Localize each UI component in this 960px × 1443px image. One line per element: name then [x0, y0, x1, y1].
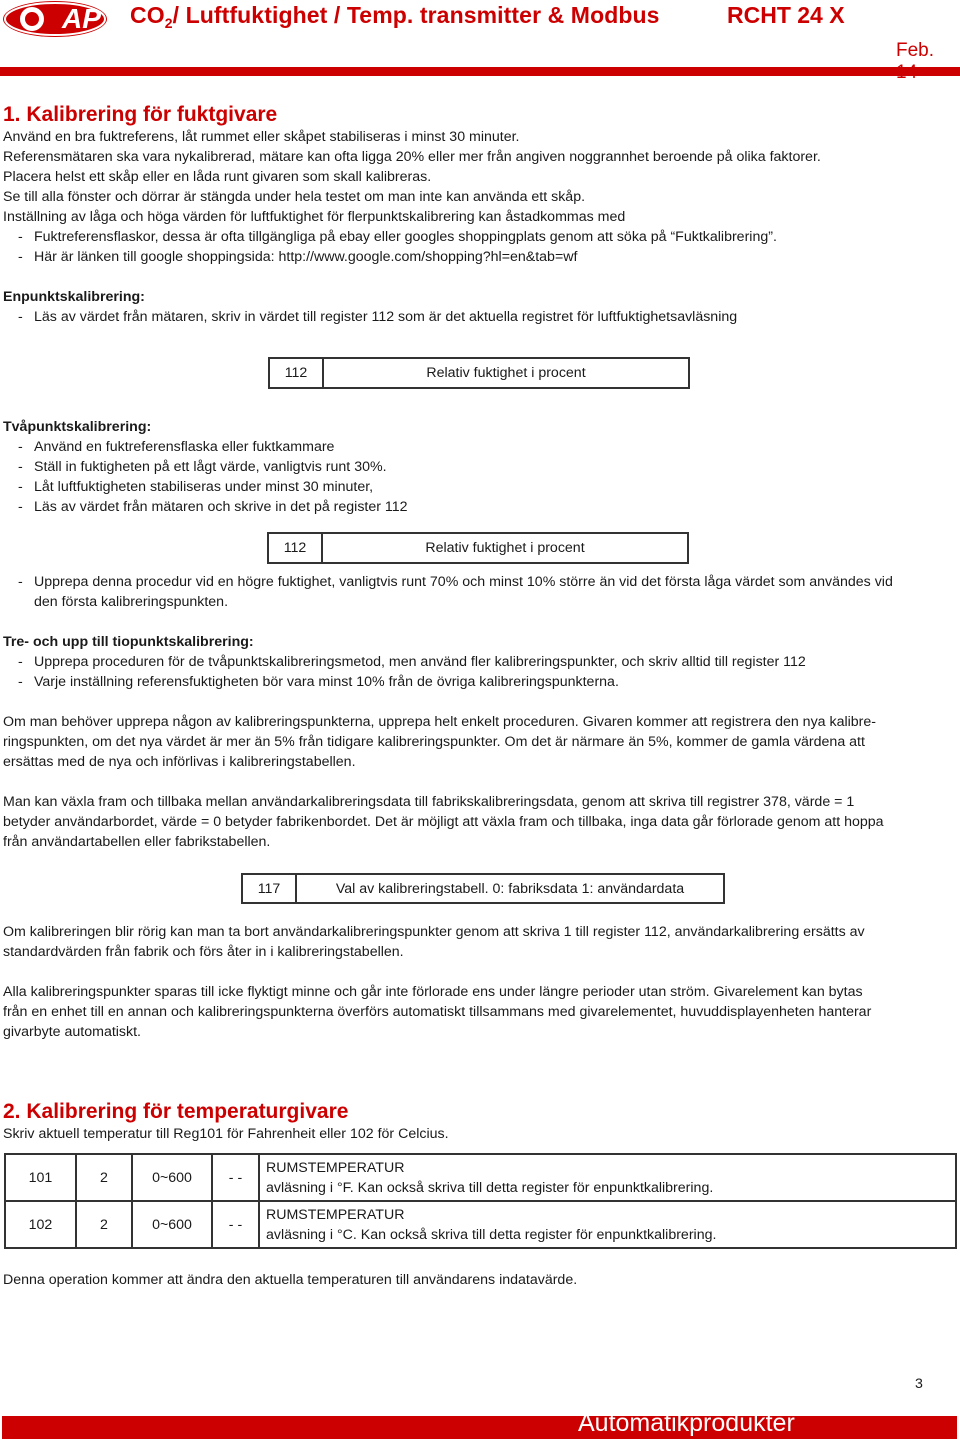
list-item: - Låt luftfuktigheten stabiliseras under minst 30 minuter, — [18, 479, 374, 495]
register-112-box — [267, 532, 689, 564]
multi-point-heading: Tre- och upp till tiopunktskalibrering: — [3, 634, 254, 650]
length-cell: 2 — [76, 1201, 132, 1248]
register-cell: 101 — [5, 1154, 76, 1201]
section2-note: Denna operation kommer att ändra den aktuella temperaturen till användarens indatavärde. — [3, 1272, 578, 1288]
description-cell — [259, 1154, 956, 1201]
table-row — [5, 1154, 956, 1201]
list-item: - Använd en fuktreferensflaska eller fuktkammare — [18, 439, 335, 455]
range-cell: 0~600 — [132, 1201, 212, 1248]
section1-heading: 1. Kalibrering för fuktgivare — [3, 103, 278, 126]
list-item: - Läs av värdet från mätaren och skrive in det på register 112 — [18, 499, 408, 515]
storage-paragraph-line: från en enhet till en annan och kalibreringspunkterna överförs automatiskt tillsammans med givarelementet, huvuddisplayenheten hanterar — [3, 1004, 872, 1020]
repeat-paragraph-line: Om man behöver upprepa någon av kalibreringspunkterna, upprepa helt enkelt proceduren. Givaren kommer att registrera den nya kalibre- — [3, 714, 877, 730]
single-point-heading: Enpunktskalibrering: — [3, 289, 145, 305]
list-item: - Upprepa denna procedur vid en högre fuktighet, vanligtvis runt 70% och minst 10% större än vid det första låga värdet som användes vid den första kalibreringspunkten. — [18, 574, 893, 610]
bullet-dash: - — [18, 479, 23, 495]
intro-line-1: Använd en bra fuktreferens, låt rummet eller skåpet stabiliseras i minst 30 minuter. — [3, 129, 520, 145]
footer-brand: Automatikprodukter — [578, 1409, 795, 1437]
switch-paragraph-line: betyder användarbordet, värde = 0 betyder fabrikenbordet. Det är möjligt att växla fram och tillbaka, inga data går förlorade genom att hoppa — [3, 814, 884, 830]
logo-text: AP — [62, 3, 101, 34]
switch-paragraph-line: Man kan växla fram och tillbaka mellan användarkalibreringsdata till fabrikskalibreringsdata, genom att skriva till registrer 378, värde = 1 — [3, 794, 855, 810]
footer-bar — [2, 1416, 957, 1439]
switch-paragraph-line: från användartabellen eller fabrikstabellen. — [3, 834, 271, 850]
register-number: 112 — [270, 359, 324, 387]
shopping-link[interactable]: Här är länken till google shoppingsida: http://www.google.com/shopping?hl=en&tab=wf — [34, 249, 578, 265]
bullet-dash: - — [18, 309, 23, 325]
page-number: 3 — [915, 1376, 923, 1392]
register-117-box — [241, 873, 725, 904]
register-description: Relativ fuktighet i procent — [425, 540, 585, 556]
access-cell: - - — [212, 1201, 259, 1248]
section2-heading: 2. Kalibrering för temperaturgivare — [3, 1100, 349, 1123]
register-cell: 102 — [5, 1201, 76, 1248]
register-description: Val av kalibreringstabell. 0: fabriksdata 1: användardata — [335, 880, 685, 897]
intro-line-5: Inställning av låga och höga värden för luftfuktighet för flerpunktskalibrering kan åstadkommas med — [3, 209, 626, 225]
reset-paragraph-line: Om kalibreringen blir rörig kan man ta bort användarkalibreringspunkter genom att skriva 1 till register 112, användarkalibrering ersätts av — [3, 924, 865, 940]
range-cell: 0~600 — [132, 1154, 212, 1201]
list-item: - Upprepa proceduren för de tvåpunktskalibreringsmetod, men använd fler kalibreringspunkter, och skriv alltid till register 112 — [18, 654, 806, 670]
bullet-dash: - — [18, 654, 23, 670]
description-title: RUMSTEMPERATUR — [266, 1159, 405, 1176]
list-item — [0, 247, 960, 267]
temperature-register-table — [4, 1153, 957, 1249]
document-title: $CO_2/$ Luftfuktighet / Temp. transmitter & Modbus — [130, 2, 660, 31]
company-logo — [2, 0, 109, 38]
bullet-dash: - — [18, 249, 23, 265]
register-description: Relativ fuktighet i procent — [426, 365, 586, 381]
description-title: RUMSTEMPERATUR — [266, 1206, 405, 1223]
list-item: - Fuktreferensflaskor, dessa är ofta tillgängliga på ebay eller googles shoppingplats genom att söka på “Fuktkalibrering”. — [18, 229, 777, 245]
storage-paragraph-line: Alla kalibreringspunkter sparas till icke flyktigt minne och går inte förlorade ens under längre perioder utan ström. Givarelement kan bytas — [3, 984, 863, 1000]
model-name: RCHT 24 X — [727, 2, 845, 28]
description-cell — [259, 1201, 956, 1248]
two-point-heading: Tvåpunktskalibrering: — [3, 419, 152, 435]
intro-line-2: Referensmätaren ska vara nykalibrerad, mätare kan ofta ligga 20% eller mer från angiven noggrannhet beroende på olika faktorer. — [3, 149, 821, 165]
header-divider — [0, 67, 960, 75]
section2-intro: Skriv aktuell temperatur till Reg101 för Fahrenheit eller 102 för Celcius. — [3, 1126, 449, 1142]
description-text: avläsning i °F. Kan också skriva till detta register för enpunktkalibrering. — [266, 1179, 714, 1196]
bullet-dash: - — [18, 499, 23, 515]
bullet-dash: - — [18, 229, 23, 245]
bullet-dash: - — [18, 674, 23, 690]
register-number: 112 — [269, 534, 323, 562]
repeat-paragraph-line: ringspunkten, om det nya värdet är mer än 5% från tidigare kalibreringspunkter. Om det är närmare än 5%, kommer de gamla värdena att — [3, 734, 865, 750]
bullet-dash: - — [18, 574, 23, 590]
list-item: - Läs av värdet från mätaren, skriv in värdet till register 112 som är det aktuella registret för luftfuktighetsavläsning — [18, 309, 738, 325]
length-cell: 2 — [76, 1154, 132, 1201]
access-cell: - - — [212, 1154, 259, 1201]
table-row — [5, 1201, 956, 1248]
list-item: - Varje inställning referensfuktigheten bör vara minst 10% från de övriga kalibreringspunkterna. — [18, 674, 619, 690]
document-date: Feb. — [896, 40, 935, 61]
description-text: avläsning i °C. Kan också skriva till detta register för enpunktkalibrering. — [266, 1226, 717, 1243]
list-item: - Ställ in fuktigheten på ett lågt värde, vanligtvis runt 30%. — [18, 459, 387, 475]
reset-paragraph-line: standardvärden från fabrik och förs åter in i kalibreringstabellen. — [3, 944, 404, 960]
intro-line-3: Placera helst ett skåp eller en låda runt givaren som skall kalibreras. — [3, 169, 432, 185]
bullet-dash: - — [18, 459, 23, 475]
storage-paragraph-line: givarbyte automatiskt. — [3, 1024, 141, 1040]
bullet-dash: - — [18, 439, 23, 455]
register-number: 117 — [243, 875, 297, 902]
header-divider-thin — [0, 75, 960, 76]
intro-line-4: Se till alla fönster och dörrar är stängda under hela testet om man inte kan använda ett skåp. — [3, 189, 586, 205]
register-112-box — [268, 357, 690, 389]
repeat-paragraph-line: ersättas med de nya och införlivas i kalibreringstabellen. — [3, 754, 356, 770]
